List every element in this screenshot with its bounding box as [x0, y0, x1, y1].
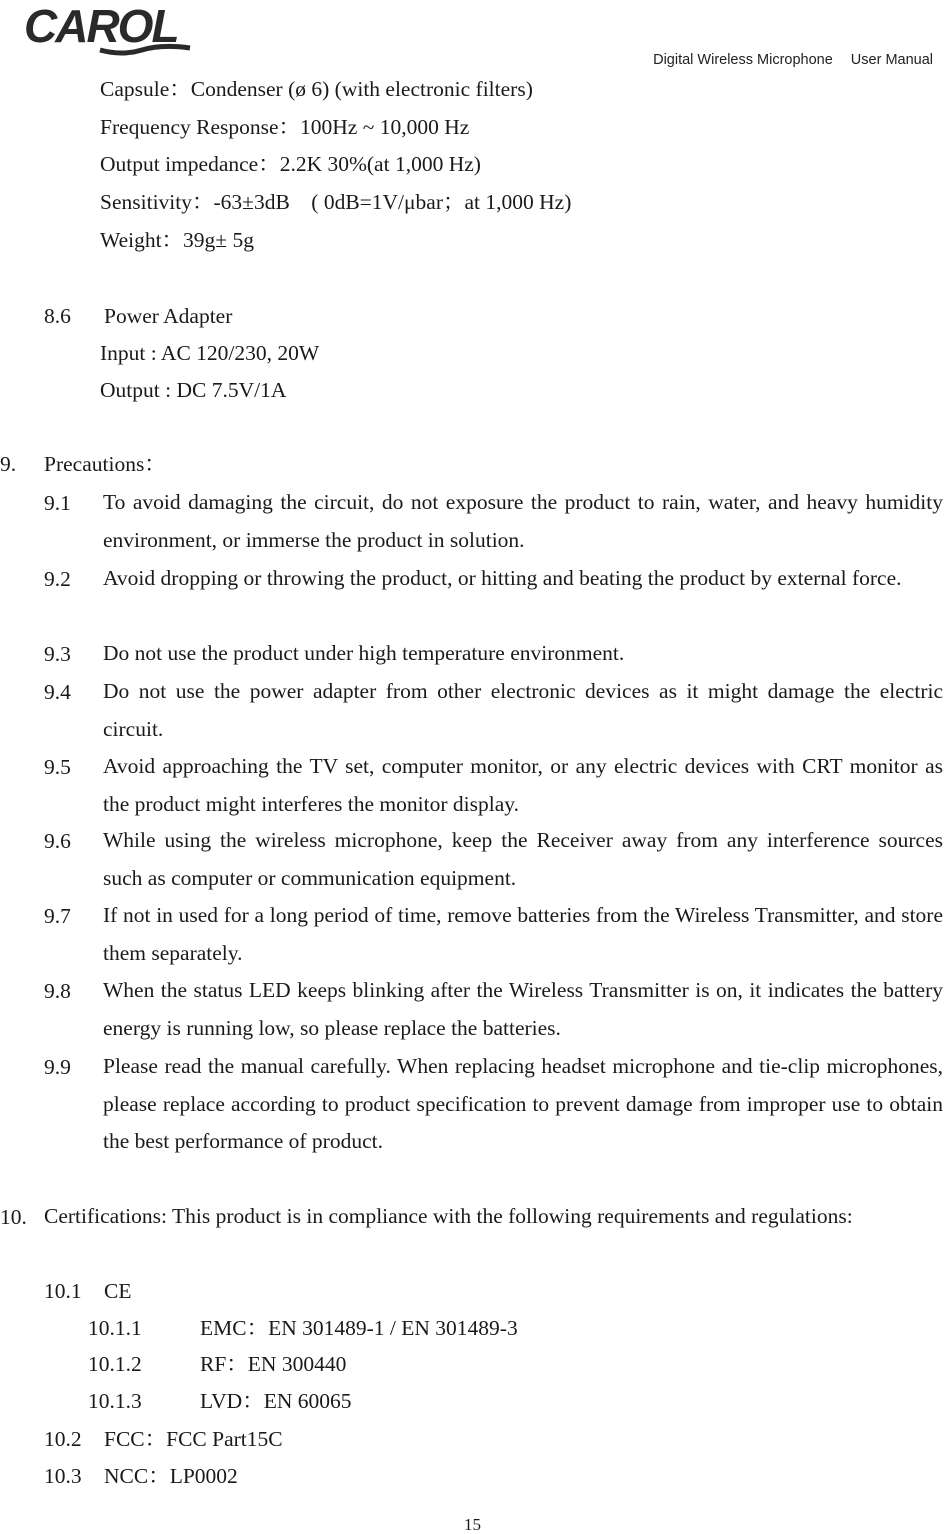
- logo-wordmark: CAROL: [24, 0, 178, 52]
- list-item-number: 9.4: [44, 680, 71, 704]
- list-item-number: 9.2: [44, 567, 71, 591]
- header-product: Digital Wireless Microphone: [653, 52, 833, 68]
- list-item-number: 9.1: [44, 491, 71, 515]
- list-item: Do not use the product under high temperature environment.: [103, 641, 625, 665]
- list-item: To avoid damaging the circuit, do not exposure the product to rain, water, and heavy humidity environment, or immerse the product in solution.: [103, 490, 943, 552]
- section-title-power: Power Adapter: [104, 304, 233, 328]
- list-item-number: 10.1.1: [88, 1316, 142, 1340]
- list-item: Please read the manual carefully. When replacing headset microphone and tie-clip microphones, please replace according to product specification to prevent damage from improper use to obtain the best performance of product.: [103, 1054, 943, 1153]
- spec-frequency: Frequency Response：100Hz ~ 10,000 Hz: [100, 115, 470, 139]
- running-header: [653, 52, 933, 68]
- list-item-number: 10.1: [44, 1279, 82, 1303]
- list-item: While using the wireless microphone, keep the Receiver away from any interference sources such as computer or communication equipment.: [103, 828, 943, 890]
- spec-impedance: Output impedance：2.2K 30%(at 1,000 Hz): [100, 152, 481, 176]
- list-item-number: 10.1.2: [88, 1352, 142, 1376]
- cert-ncc: NCC：LP0002: [104, 1464, 238, 1488]
- power-output: Output : DC 7.5V/1A: [100, 378, 287, 402]
- list-item-number: 10.1.3: [88, 1389, 142, 1413]
- cert-ce-label: CE: [104, 1279, 132, 1303]
- section-number: 9.: [0, 452, 17, 476]
- spec-weight: Weight：39g± 5g: [100, 228, 254, 252]
- carol-logo: [22, 0, 197, 58]
- list-item: Avoid approaching the TV set, computer monitor, or any electric devices with CRT monitor as the product might interferes the monitor display.: [103, 754, 943, 816]
- list-item-number: 9.8: [44, 979, 71, 1003]
- cert-lvd: LVD：EN 60065: [200, 1389, 352, 1413]
- spec-capsule: Capsule：Condenser (ø 6) (with electronic filters): [100, 77, 533, 101]
- list-item-number: 10.3: [44, 1464, 82, 1488]
- cert-rf: RF：EN 300440: [200, 1352, 347, 1376]
- page-number: 15: [464, 1515, 481, 1534]
- list-item: Avoid dropping or throwing the product, or hitting and beating the product by external force.: [103, 566, 902, 590]
- header-doc: User Manual: [850, 52, 933, 68]
- section-number: 8.6: [44, 304, 71, 328]
- list-item-number: 9.7: [44, 904, 71, 928]
- list-item: Do not use the power adapter from other electronic devices as it might damage the electric circuit.: [103, 679, 943, 741]
- list-item: When the status LED keeps blinking after the Wireless Transmitter is on, it indicates the battery energy is running low, so please replace the batteries.: [103, 978, 943, 1040]
- section-title-precautions: Precautions：: [44, 452, 166, 476]
- cert-emc: EMC：EN 301489-1 / EN 301489-3: [200, 1316, 518, 1340]
- section-text-certifications: Certifications: This product is in compliance with the following requirements and regulations:: [44, 1204, 853, 1228]
- list-item-number: 9.5: [44, 755, 71, 779]
- spec-sensitivity: Sensitivity：-63±3dB ( 0dB=1V/μbar；at 1,000 Hz): [100, 190, 572, 214]
- list-item-number: 9.6: [44, 829, 71, 853]
- power-input: Input : AC 120/230, 20W: [100, 341, 320, 365]
- list-item: If not in used for a long period of time, remove batteries from the Wireless Transmitter, and store them separately.: [103, 903, 943, 965]
- list-item-number: 10.2: [44, 1427, 82, 1451]
- section-number: 10.: [0, 1205, 27, 1229]
- cert-fcc: FCC：FCC Part15C: [104, 1427, 283, 1451]
- list-item-number: 9.3: [44, 642, 71, 666]
- list-item-number: 9.9: [44, 1055, 71, 1079]
